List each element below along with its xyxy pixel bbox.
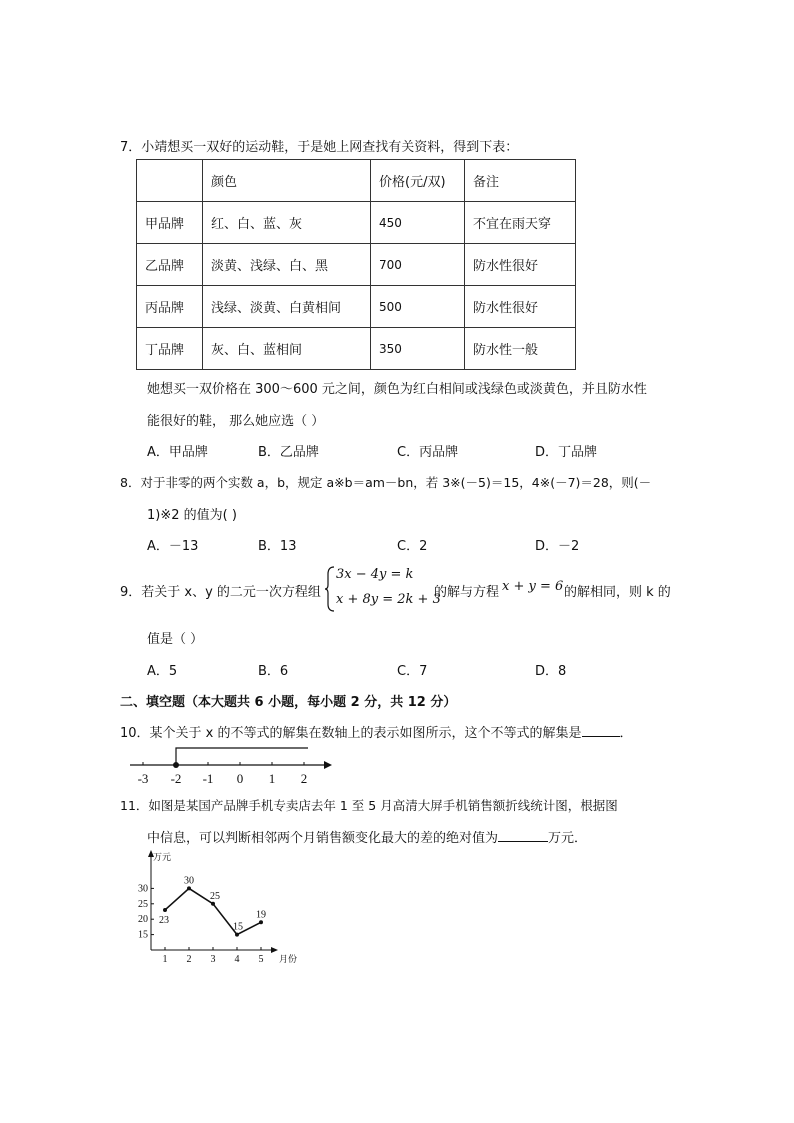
table-row [137, 244, 576, 286]
data-label: 30 [184, 875, 194, 887]
brand-table [136, 159, 576, 370]
data-point [235, 933, 239, 937]
q9-middle: 的解与方程 [434, 585, 500, 600]
tick-label: -1 [202, 771, 214, 786]
data-label: 19 [256, 909, 266, 921]
table-cell: 防水性一般 [465, 328, 576, 370]
answer-blank[interactable] [582, 724, 620, 737]
data-point [187, 886, 191, 890]
y-tick-label: 20 [138, 914, 148, 926]
x-axis-arrow [271, 947, 278, 953]
q9-option-a[interactable]: A．5 [147, 664, 178, 679]
q10-text [120, 722, 633, 741]
q8-option-d[interactable]: D．－2 [535, 539, 580, 554]
tick-label: 0 [236, 771, 244, 786]
table-cell: 甲品牌 [137, 202, 203, 244]
q7-text-line2: 能很好的鞋， 那么她应选（ ） [147, 414, 325, 429]
q8-option-a[interactable]: A．－13 [147, 539, 199, 554]
q9-option-b[interactable]: B．6 [258, 664, 289, 679]
answer-blank[interactable] [498, 829, 548, 842]
q11-line2 [147, 827, 587, 846]
q9-option-d[interactable]: D．8 [535, 664, 567, 679]
q7-option-d[interactable]: D．丁品牌 [535, 445, 598, 460]
x-tick-label: 4 [234, 954, 240, 965]
y-tick-label: 30 [138, 883, 148, 895]
data-point [211, 902, 215, 906]
table-cell: 浅绿、淡黄、白黄相间 [203, 286, 371, 328]
y-axis-title: 万元 [153, 852, 172, 862]
q7-option-c[interactable]: C．丙品牌 [397, 445, 459, 460]
table-cell: 450 [371, 202, 465, 244]
q11-line1: 11．如图是某国产品牌手机专卖店去年 1 至 5 月高清大屏手机销售额折线统计图，根据图 [120, 798, 618, 813]
table-cell: 700 [371, 244, 465, 286]
q7-text-line1: 她想买一双价格在 300～600 元之间，颜色为红白相间或浅绿色或淡黄色，并且防水性 [147, 382, 647, 397]
tick-label: -2 [170, 771, 182, 786]
table-header-row [137, 160, 576, 202]
y-tick-label: 15 [138, 929, 148, 941]
q7-option-a[interactable]: A．甲品牌 [147, 445, 208, 460]
table-cell: 500 [371, 286, 465, 328]
q8-line2: 1)※2 的值为( ) [147, 508, 237, 523]
tick-label: 2 [300, 771, 308, 786]
q8-option-c[interactable]: C．2 [397, 539, 428, 554]
table-cell: 350 [371, 328, 465, 370]
table-cell: 丙品牌 [137, 286, 203, 328]
q7-option-b[interactable]: B．乙品牌 [258, 445, 319, 460]
table-row [137, 328, 576, 370]
table-cell: 灰、白、蓝相间 [203, 328, 371, 370]
table-header-cell: 备注 [465, 160, 576, 202]
number-line [130, 744, 340, 786]
section-title: 二、填空题（本大题共 6 小题，每小题 2 分，共 12 分） [120, 695, 457, 710]
table-cell: 丁品牌 [137, 328, 203, 370]
q10-stem: 10．某个关于 x 的不等式的解集在数轴上的表示如图所示，这个不等式的解集是 [120, 726, 582, 741]
table-row [137, 202, 576, 244]
table-header-cell [137, 160, 203, 202]
x-tick-label: 1 [162, 954, 168, 965]
q9-equation-1: 3x − 4y = k [336, 567, 414, 582]
q9-option-c[interactable]: C．7 [397, 664, 428, 679]
data-label: 15 [233, 921, 243, 933]
data-label: 23 [159, 914, 169, 926]
x-axis-title: 月份 [279, 954, 298, 964]
q9-equation-2: x + 8y = 2k + 3 [336, 592, 441, 607]
x-tick-label: 3 [210, 954, 216, 965]
data-label: 25 [210, 890, 220, 902]
table-header-cell: 颜色 [203, 160, 371, 202]
q7-stem: 7．小靖想买一双好的运动鞋，于是她上网查找有关资料，得到下表： [120, 140, 519, 155]
x-tick-label: 2 [186, 954, 192, 965]
tick-label: 1 [268, 771, 276, 786]
table-header-cell: 价格(元/双) [371, 160, 465, 202]
data-point [259, 920, 263, 924]
table-cell: 淡黄、浅绿、白、黑 [203, 244, 371, 286]
sales-line-chart [120, 848, 310, 970]
table-cell: 不宜在雨天穿 [465, 202, 576, 244]
table-cell: 乙品牌 [137, 244, 203, 286]
q11-line2-b: 万元． [548, 831, 588, 846]
data-point [163, 908, 167, 912]
q9-line2: 值是（ ） [147, 632, 204, 647]
brace-icon [324, 566, 336, 612]
table-cell: 红、白、蓝、灰 [203, 202, 371, 244]
table-row [137, 286, 576, 328]
q9-prefix: 9．若关于 x、y 的二元一次方程组 [120, 585, 321, 600]
q11-line2-a: 中信息，可以判断相邻两个月销售额变化最大的差的绝对值为 [147, 831, 499, 846]
tick-label: -3 [137, 771, 149, 786]
y-tick-label: 25 [138, 898, 148, 910]
q10-end: ． [619, 726, 633, 741]
table-cell: 防水性很好 [465, 244, 576, 286]
q9-suffix: 的解相同，则 k 的 [564, 585, 671, 600]
x-tick-label: 5 [258, 954, 264, 965]
table-cell: 防水性很好 [465, 286, 576, 328]
q8-line1: 8．对于非零的两个实数 a，b，规定 a※b＝am－bn，若 3※(－5)＝15，4※(－7)＝28，则(－ [120, 475, 652, 490]
q8-option-b[interactable]: B．13 [258, 539, 297, 554]
q9-equation-3: x + y = 6 [502, 579, 564, 594]
